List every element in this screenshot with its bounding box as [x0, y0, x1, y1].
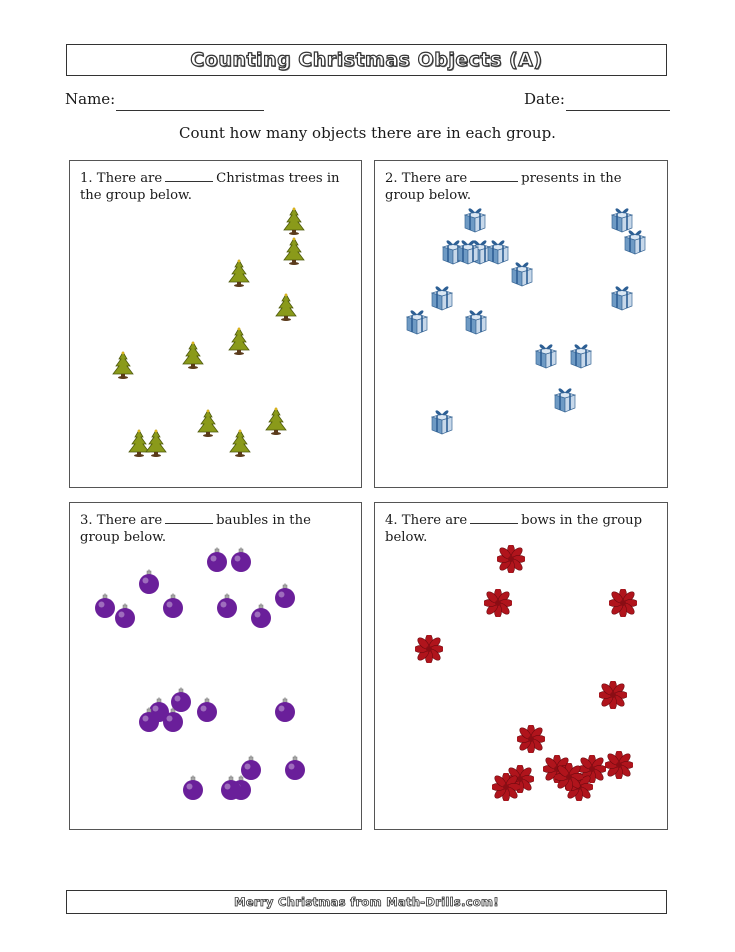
present-icon — [533, 341, 559, 369]
christmas-tree-icon — [182, 341, 204, 369]
question-text-1 — [80, 170, 352, 204]
bauble-icon — [114, 603, 136, 629]
bauble-icon — [220, 775, 242, 801]
question-number: 3. — [80, 513, 93, 528]
question-before: There are — [96, 171, 163, 186]
present-icon — [463, 307, 489, 335]
bow-icon — [497, 545, 525, 573]
bauble-icon — [138, 569, 160, 595]
date-label: Date: — [524, 90, 565, 108]
bauble-icon — [138, 707, 160, 733]
question-panel-3 — [69, 502, 362, 830]
question-number: 4. — [385, 513, 398, 528]
question-before: There are — [96, 513, 163, 528]
bauble-icon — [216, 593, 238, 619]
present-icon — [404, 307, 430, 335]
bauble-icon — [162, 593, 184, 619]
present-icon — [622, 227, 648, 255]
bow-icon — [517, 725, 545, 753]
question-panel-2 — [374, 160, 668, 488]
answer-blank[interactable] — [165, 170, 213, 182]
bauble-icon — [284, 755, 306, 781]
bauble-icon — [274, 583, 296, 609]
christmas-tree-icon — [197, 409, 219, 437]
bauble-icon — [250, 603, 272, 629]
christmas-tree-icon — [275, 293, 297, 321]
present-icon — [462, 205, 488, 233]
question-panel-1 — [69, 160, 362, 488]
question-after: bows in the group below. — [385, 513, 643, 545]
title-box — [66, 44, 667, 76]
bauble-icon — [94, 593, 116, 619]
present-icon — [485, 237, 511, 265]
footer-text: Merry Christmas from Math-Drills.com! — [234, 895, 499, 909]
page-title: Counting Christmas Objects (A) — [190, 49, 543, 71]
christmas-tree-icon — [145, 429, 167, 457]
christmas-tree-icon — [229, 429, 251, 457]
bow-icon — [605, 751, 633, 779]
christmas-tree-icon — [265, 407, 287, 435]
present-icon — [609, 283, 635, 311]
present-icon — [552, 385, 578, 413]
bauble-icon — [182, 775, 204, 801]
question-text-4 — [385, 512, 657, 546]
question-panel-4 — [374, 502, 668, 830]
name-line[interactable] — [116, 110, 264, 111]
bow-icon — [555, 763, 583, 791]
christmas-tree-icon — [283, 207, 305, 235]
footer-box — [66, 890, 667, 914]
bow-icon — [492, 773, 520, 801]
christmas-tree-icon — [228, 259, 250, 287]
name-label: Name: — [65, 90, 116, 108]
question-number: 1. — [80, 171, 93, 186]
christmas-tree-icon — [112, 351, 134, 379]
bauble-icon — [206, 547, 228, 573]
bauble-icon — [196, 697, 218, 723]
question-before: There are — [401, 171, 468, 186]
question-number: 2. — [385, 171, 398, 186]
question-after: Christmas trees in the group below. — [80, 171, 340, 203]
present-icon — [455, 237, 481, 265]
answer-blank[interactable] — [470, 170, 518, 182]
christmas-tree-icon — [283, 237, 305, 265]
present-icon — [509, 259, 535, 287]
bow-icon — [599, 681, 627, 709]
present-icon — [568, 341, 594, 369]
question-after: presents in the group below. — [385, 171, 622, 203]
date-line[interactable] — [566, 110, 670, 111]
question-text-3 — [80, 512, 352, 546]
christmas-tree-icon — [228, 327, 250, 355]
present-icon — [429, 407, 455, 435]
bow-icon — [484, 589, 512, 617]
question-before: There are — [401, 513, 468, 528]
bauble-icon — [170, 687, 192, 713]
present-icon — [429, 283, 455, 311]
answer-blank[interactable] — [165, 512, 213, 524]
answer-blank[interactable] — [470, 512, 518, 524]
question-after: baubles in the group below. — [80, 513, 311, 545]
bow-icon — [415, 635, 443, 663]
instruction: Count how many objects there are in each group. — [179, 124, 556, 142]
bauble-icon — [274, 697, 296, 723]
question-text-2 — [385, 170, 657, 204]
bauble-icon — [230, 547, 252, 573]
bow-icon — [609, 589, 637, 617]
